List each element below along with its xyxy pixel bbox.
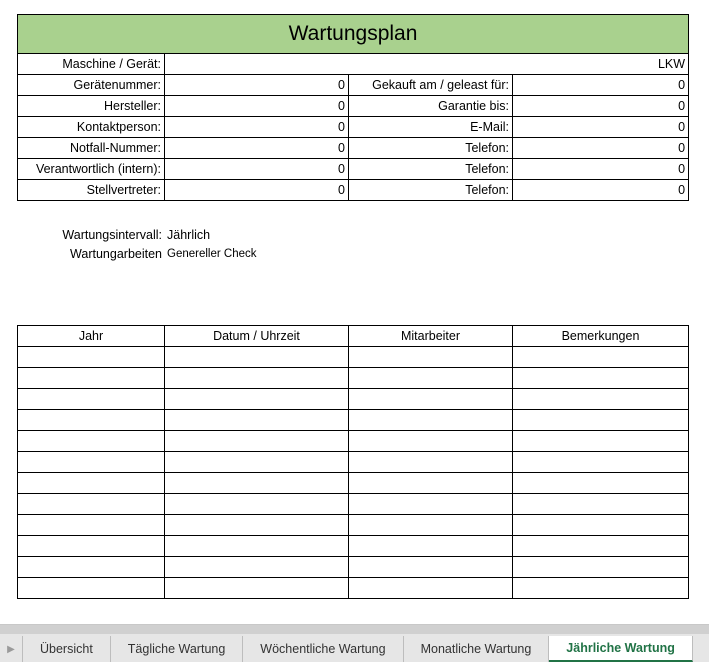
log-row xyxy=(18,515,689,536)
cell-datetime[interactable] xyxy=(165,431,349,452)
cell-remarks[interactable] xyxy=(513,494,689,515)
right-value-cell[interactable]: 0 xyxy=(513,159,689,180)
right-value-cell[interactable]: 0 xyxy=(513,138,689,159)
right-value-cell[interactable]: 0 xyxy=(513,180,689,201)
cell-employee[interactable] xyxy=(349,515,513,536)
info-row xyxy=(18,117,689,138)
cell-remarks[interactable] xyxy=(513,347,689,368)
page-title[interactable]: Wartungsplan xyxy=(18,15,689,54)
cell-employee[interactable] xyxy=(349,557,513,578)
cell-employee[interactable] xyxy=(349,473,513,494)
cell-remarks[interactable] xyxy=(513,473,689,494)
cell-employee[interactable] xyxy=(349,452,513,473)
cell-datetime[interactable] xyxy=(165,557,349,578)
right-label-cell[interactable]: Telefon: xyxy=(349,159,513,180)
tab-monatliche-wartung[interactable]: Monatliche Wartung xyxy=(404,636,550,662)
log-row xyxy=(18,389,689,410)
cell-remarks[interactable] xyxy=(513,536,689,557)
cell-year[interactable] xyxy=(18,431,165,452)
cell-year[interactable] xyxy=(18,452,165,473)
log-row xyxy=(18,536,689,557)
cell-datetime[interactable] xyxy=(165,578,349,599)
maintenance-log-table xyxy=(17,325,689,599)
info-row xyxy=(18,180,689,201)
cell-employee[interactable] xyxy=(349,410,513,431)
left-value-cell[interactable]: 0 xyxy=(165,159,349,180)
cell-datetime[interactable] xyxy=(165,494,349,515)
log-row xyxy=(18,431,689,452)
right-value-cell[interactable]: 0 xyxy=(513,75,689,96)
header-year[interactable]: Jahr xyxy=(18,326,165,347)
interval-value[interactable]: Jährlich xyxy=(167,228,211,242)
left-label-cell[interactable]: Stellvertreter: xyxy=(18,180,165,201)
header-remarks[interactable]: Bemerkungen xyxy=(513,326,689,347)
cell-remarks[interactable] xyxy=(513,578,689,599)
log-row xyxy=(18,347,689,368)
cell-employee[interactable] xyxy=(349,536,513,557)
interval-label[interactable]: Wartungsintervall: xyxy=(62,228,162,242)
cell-datetime[interactable] xyxy=(165,389,349,410)
cell-datetime[interactable] xyxy=(165,410,349,431)
log-row xyxy=(18,494,689,515)
interval-block xyxy=(17,226,317,264)
cell-employee[interactable] xyxy=(349,368,513,389)
tab-woechentliche-wartung[interactable]: Wöchentliche Wartung xyxy=(243,636,403,662)
log-body xyxy=(18,347,689,599)
tasks-label[interactable]: Wartungarbeiten xyxy=(70,247,162,261)
right-value-cell[interactable]: 0 xyxy=(513,117,689,138)
left-label-cell[interactable]: Verantwortlich (intern): xyxy=(18,159,165,180)
sheet-tabs xyxy=(0,636,693,662)
tasks-value[interactable]: Genereller Check xyxy=(167,248,257,260)
right-label-cell[interactable]: E-Mail: xyxy=(349,117,513,138)
tab-uebersicht[interactable]: Übersicht xyxy=(23,636,111,662)
cell-remarks[interactable] xyxy=(513,368,689,389)
sheet-tab-bar xyxy=(0,624,709,662)
info-table xyxy=(17,14,689,201)
info-row xyxy=(18,159,689,180)
left-label-cell[interactable]: Hersteller: xyxy=(18,96,165,117)
cell-datetime[interactable] xyxy=(165,452,349,473)
cell-year[interactable] xyxy=(18,389,165,410)
cell-datetime[interactable] xyxy=(165,347,349,368)
cell-datetime[interactable] xyxy=(165,368,349,389)
interval-row xyxy=(17,226,317,245)
cell-year[interactable] xyxy=(18,557,165,578)
cell-remarks[interactable] xyxy=(513,515,689,536)
log-row xyxy=(18,557,689,578)
cell-year[interactable] xyxy=(18,347,165,368)
cell-datetime[interactable] xyxy=(165,515,349,536)
header-employee[interactable]: Mitarbeiter xyxy=(349,326,513,347)
left-value-cell[interactable]: 0 xyxy=(165,96,349,117)
cell-year[interactable] xyxy=(18,494,165,515)
cell-employee[interactable] xyxy=(349,431,513,452)
left-value-cell[interactable]: 0 xyxy=(165,138,349,159)
cell-year[interactable] xyxy=(18,368,165,389)
right-label-cell[interactable]: Telefon: xyxy=(349,180,513,201)
left-value-cell[interactable]: 0 xyxy=(165,180,349,201)
cell-datetime[interactable] xyxy=(165,473,349,494)
tasks-row xyxy=(17,245,317,264)
cell-year[interactable] xyxy=(18,515,165,536)
cell-datetime[interactable] xyxy=(165,536,349,557)
cell-year[interactable] xyxy=(18,473,165,494)
cell-year[interactable] xyxy=(18,536,165,557)
cell-year[interactable] xyxy=(18,410,165,431)
log-row xyxy=(18,410,689,431)
cell-remarks[interactable] xyxy=(513,410,689,431)
left-value-cell[interactable]: 0 xyxy=(165,75,349,96)
info-row xyxy=(18,75,689,96)
log-row xyxy=(18,578,689,599)
tab-jaehrliche-wartung[interactable]: Jährliche Wartung xyxy=(549,636,693,662)
tab-taegliche-wartung[interactable]: Tägliche Wartung xyxy=(111,636,244,662)
cell-employee[interactable] xyxy=(349,389,513,410)
log-row xyxy=(18,368,689,389)
cell-year[interactable] xyxy=(18,578,165,599)
triangle-right-icon[interactable]: ▶ xyxy=(0,636,23,662)
right-label-cell[interactable]: Garantie bis: xyxy=(349,96,513,117)
log-header-row xyxy=(18,326,689,347)
cell-employee[interactable] xyxy=(349,347,513,368)
cell-employee[interactable] xyxy=(349,494,513,515)
cell-remarks[interactable] xyxy=(513,389,689,410)
left-value-cell[interactable]: 0 xyxy=(165,117,349,138)
right-value-cell[interactable]: 0 xyxy=(513,96,689,117)
machine-label[interactable]: Maschine / Gerät: xyxy=(18,54,165,75)
machine-value-cell[interactable]: LKW xyxy=(165,54,689,75)
right-label-cell[interactable]: Gekauft am / geleast für: xyxy=(349,75,513,96)
cell-remarks[interactable] xyxy=(513,452,689,473)
info-row xyxy=(18,96,689,117)
log-row xyxy=(18,473,689,494)
info-row xyxy=(18,138,689,159)
left-label-cell[interactable]: Kontaktperson: xyxy=(18,117,165,138)
cell-remarks[interactable] xyxy=(513,431,689,452)
header-datetime[interactable]: Datum / Uhrzeit xyxy=(165,326,349,347)
cell-employee[interactable] xyxy=(349,578,513,599)
left-label-cell[interactable]: Notfall-Nummer: xyxy=(18,138,165,159)
cell-remarks[interactable] xyxy=(513,557,689,578)
left-label-cell[interactable]: Gerätenummer: xyxy=(18,75,165,96)
right-label-cell[interactable]: Telefon: xyxy=(349,138,513,159)
horizontal-scrollbar[interactable] xyxy=(0,625,709,634)
log-row xyxy=(18,452,689,473)
